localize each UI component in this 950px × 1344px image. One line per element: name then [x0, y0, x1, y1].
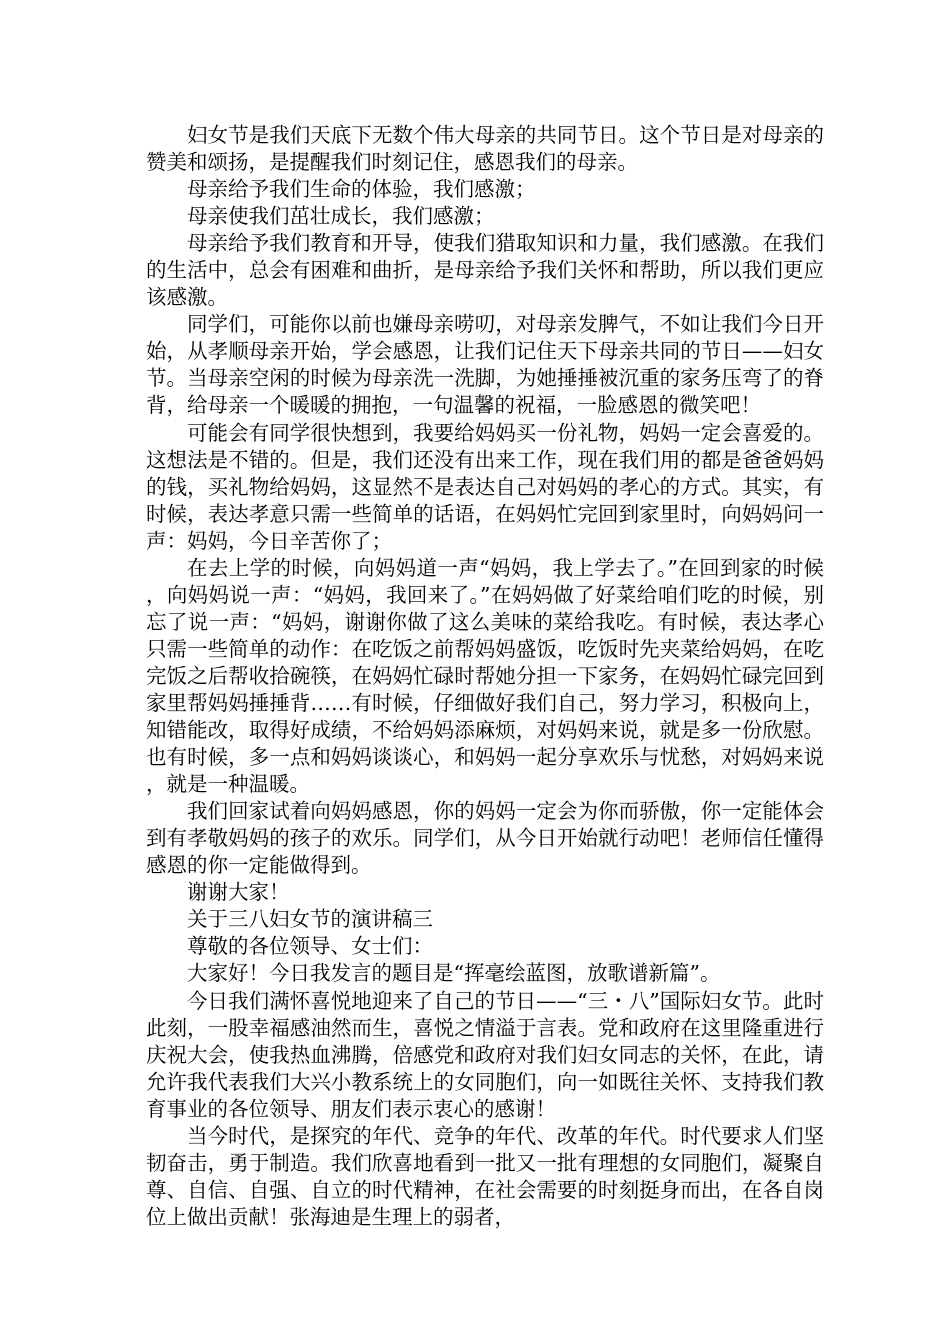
paragraph-13: 今日我们满怀喜悦地迎来了自己的节日——“三・八”国际妇女节。此时此刻，一股幸福感油然而生，喜悦之情溢于言表。党和政府在这里隆重进行庆祝大会，使我热血沸腾，倍感党和政府对我们妇女同志的关怀，在此，请允许我代表我们大兴小教系统上的女同胞们，向一如既往关怀、支持我们教育事业的各位领导、朋友们表示衷心的感谢！: [146, 988, 824, 1121]
paragraph-salutation: 尊敬的各位领导、女士们：: [187, 934, 433, 959]
document-body: [146, 122, 824, 1231]
paragraph-1: 妇女节是我们天底下无数个伟大母亲的共同节日。这个节日是对母亲的赞美和颂扬，是提醒我们时刻记住，感恩我们的母亲。: [146, 123, 824, 175]
paragraph-6: 可能会有同学很快想到，我要给妈妈买一份礼物，妈妈一定会喜爱的。这想法是不错的。但是，我们还没有出来工作，现在我们用的都是爸爸妈妈的钱，买礼物给妈妈，这显然不是表达自己对妈妈的孝心的方式。其实，有时候，表达孝意只需一些简单的话语，在妈妈忙完回到家里时，向妈妈问一声：妈妈，今日辛苦你了；: [146, 420, 824, 553]
paragraph-3: 母亲使我们茁壮成长，我们感激；: [187, 204, 495, 229]
paragraph-5: 同学们，可能你以前也嫌母亲唠叨，对母亲发脾气，不如让我们今日开始，从孝顺母亲开始，学会感恩，让我们记住天下母亲共同的节日——妇女节。当母亲空闲的时候为母亲洗一洗脚，为她捶捶被沉重的家务压弯了的脊背，给母亲一个暖暖的拥抱，一句温馨的祝福，一脸感恩的微笑吧！: [146, 312, 824, 418]
paragraph-8: 我们回家试着向妈妈感恩，你的妈妈一定会为你而骄傲，你一定能体会到有孝敬妈妈的孩子的欢乐。同学们，从今日开始就行动吧！老师信任懂得感恩的你一定能做得到。: [146, 799, 824, 878]
paragraph-7: 在去上学的时候，向妈妈道一声“妈妈，我上学去了。”在回到家的时候，向妈妈说一声：“妈妈，我回来了。”在妈妈做了好菜给咱们吃的时候，别忘了说一声：“妈妈，谢谢你做了这么美味的菜给我吃。有时候，表达孝心只需一些简单的动作：在吃饭之前帮妈妈盛饭，吃饭时先夹菜给妈妈，在吃完饭之后帮收拾碗筷，在妈妈忙碌时帮她分担一下家务，在妈妈忙碌完回到家里帮妈妈捶捶背……有时候，仔细做好我们自己，努力学习，积极向上，知错能改，取得好成绩，不给妈妈添麻烦，对妈妈来说，就是多一份欣慰。也有时候，多一点和妈妈谈谈心，和妈妈一起分享欢乐与忧愁，对妈妈来说，就是一种温暖。: [146, 555, 824, 797]
paragraph-4: 母亲给予我们教育和开导，使我们猎取知识和力量，我们感激。在我们的生活中，总会有困难和曲折，是母亲给予我们关怀和帮助，所以我们更应该感激。: [146, 231, 824, 310]
paragraph-12: 大家好！今日我发言的题目是“挥毫绘蓝图，放歌谱新篇”。: [187, 961, 721, 986]
section-heading: 关于三八妇女节的演讲稿三: [187, 907, 433, 932]
paragraph-14: 当今时代，是探究的年代、竞争的年代、改革的年代。时代要求人们坚韧奋击，勇于制造。我们欣喜地看到一批又一批有理想的女同胞们，凝聚自尊、自信、自强、自立的时代精神，在社会需要的时刻挺身而出，在各自岗位上做出贡献！张海迪是生理上的弱者，: [146, 1123, 824, 1229]
paragraph-9: 谢谢大家！: [187, 880, 290, 905]
paragraph-2: 母亲给予我们生命的体验，我们感激；: [187, 177, 536, 202]
